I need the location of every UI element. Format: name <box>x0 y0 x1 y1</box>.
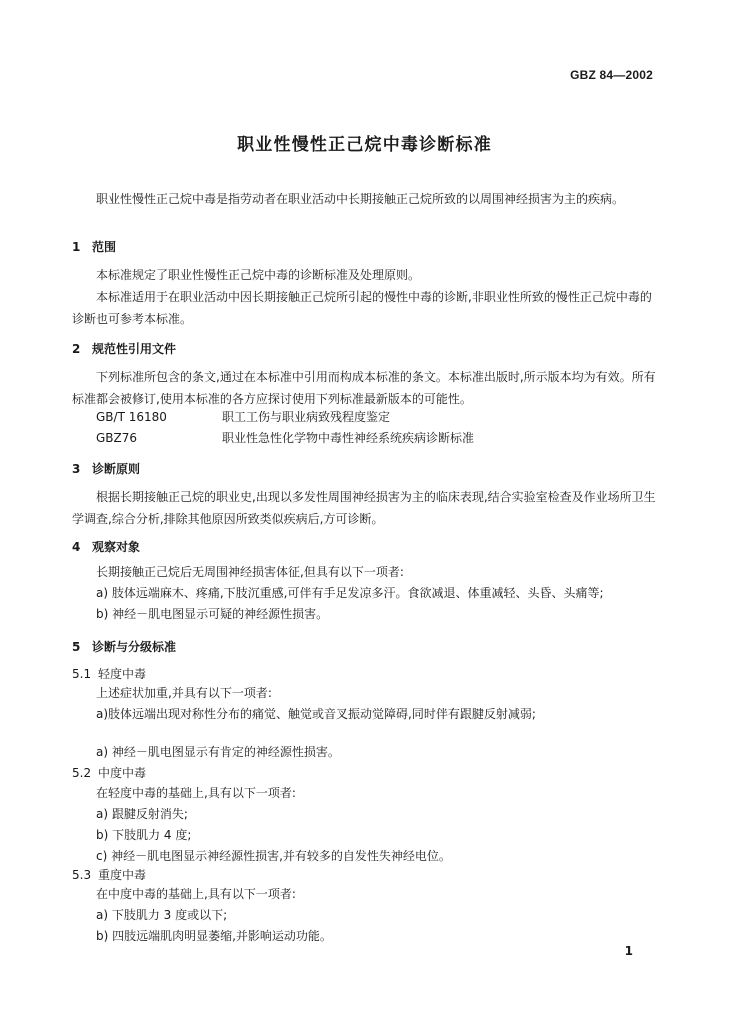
subsection-lead: 在中度中毒的基础上,具有以下一项者: <box>96 887 296 901</box>
subsection-title: 中度中毒 <box>98 766 147 780</box>
document-title: 职业性慢性正己烷中毒诊断标准 <box>237 135 492 155</box>
subsection-number: 5.1 <box>72 667 92 681</box>
section-3-heading <box>72 460 140 477</box>
standard-code: GBZ 84—2002 <box>570 68 653 82</box>
subsection-5-2-heading <box>72 764 146 781</box>
subsection-lead: 在轻度中毒的基础上,具有以下一项者: <box>96 786 296 800</box>
list-item: a) 下肢肌力 3 度或以下; <box>96 908 228 922</box>
list-item: c) 神经－肌电图显示神经源性损害,并有较多的自发性失神经电位。 <box>96 849 451 863</box>
list-item: a) 肢体远端麻木、疼痛,下肢沉重感,可伴有手足发凉多汗。食欲减退、体重减轻、头昏、头痛等; <box>96 586 604 600</box>
section-number: 2 <box>72 342 81 356</box>
subsection-title: 轻度中毒 <box>98 667 147 681</box>
section-number: 1 <box>72 240 81 254</box>
subsection-5-3-heading <box>72 866 146 883</box>
subsection-title: 重度中毒 <box>98 868 147 882</box>
list-item: a) 跟腱反射消失; <box>96 807 188 821</box>
page-number: 1 <box>624 944 633 958</box>
section-title: 观察对象 <box>92 540 141 554</box>
reference-code: GBZ76 <box>96 431 138 445</box>
reference-name: 职业性急性化学物中毒性神经系统疾病诊断标准 <box>222 431 475 445</box>
subsection-lead: 上述症状加重,并具有以下一项者: <box>96 686 272 700</box>
section-2-heading <box>72 340 176 357</box>
section-4-lead: 长期接触正己烷后无周围神经损害体征,但具有以下一项者: <box>96 565 404 579</box>
list-item: a)肢体远端出现对称性分布的痛觉、触觉或音叉振动觉障碍,同时伴有跟腱反射减弱; <box>96 707 536 721</box>
section-4-heading <box>72 538 140 555</box>
reference-name: 职工工伤与职业病致残程度鉴定 <box>222 410 391 424</box>
section-title: 规范性引用文件 <box>92 342 177 356</box>
subsection-number: 5.2 <box>72 766 92 780</box>
section-number: 4 <box>72 540 81 554</box>
section-title: 诊断原则 <box>92 462 141 476</box>
subsection-5-1-heading <box>72 665 146 682</box>
section-number: 5 <box>72 640 81 654</box>
section-1-heading <box>72 238 116 255</box>
list-item: a) 神经－肌电图显示有肯定的神经源性损害。 <box>96 745 340 759</box>
section-5-heading <box>72 638 176 655</box>
section-title: 范围 <box>92 240 117 254</box>
list-item: b) 四肢远端肌肉明显萎缩,并影响运动功能。 <box>96 929 332 943</box>
list-item: b) 下肢肌力 4 度; <box>96 828 192 842</box>
section-1-paragraph-1: 本标准规定了职业性慢性正己烷中毒的诊断标准及处理原则。 <box>96 268 421 282</box>
intro-paragraph: 职业性慢性正己烷中毒是指劳动者在职业活动中长期接触正己烷所致的以周围神经损害为主的疾病。 <box>96 192 625 206</box>
list-item: b) 神经－肌电图显示可疑的神经源性损害。 <box>96 607 329 621</box>
subsection-number: 5.3 <box>72 868 92 882</box>
section-1-paragraph-2: 本标准适用于在职业活动中因长期接触正己烷所引起的慢性中毒的诊断,非职业性所致的慢性正己烷中毒的诊断也可参考本标准。 <box>72 290 652 326</box>
section-title: 诊断与分级标准 <box>92 640 177 654</box>
section-number: 3 <box>72 462 81 476</box>
section-3-paragraph: 根据长期接触正己烷的职业史,出现以多发性周围神经损害为主的临床表现,结合实验室检查及作业场所卫生学调查,综合分析,排除其他原因所致类似疾病后,方可诊断。 <box>72 490 656 526</box>
reference-code: GB/T 16180 <box>96 410 167 424</box>
section-2-paragraph: 下列标准所包含的条文,通过在本标准中引用而构成本标准的条文。本标准出版时,所示版本均为有效。所有标准都会被修订,使用本标准的各方应探讨使用下列标准最新版本的可能性。 <box>72 370 656 406</box>
